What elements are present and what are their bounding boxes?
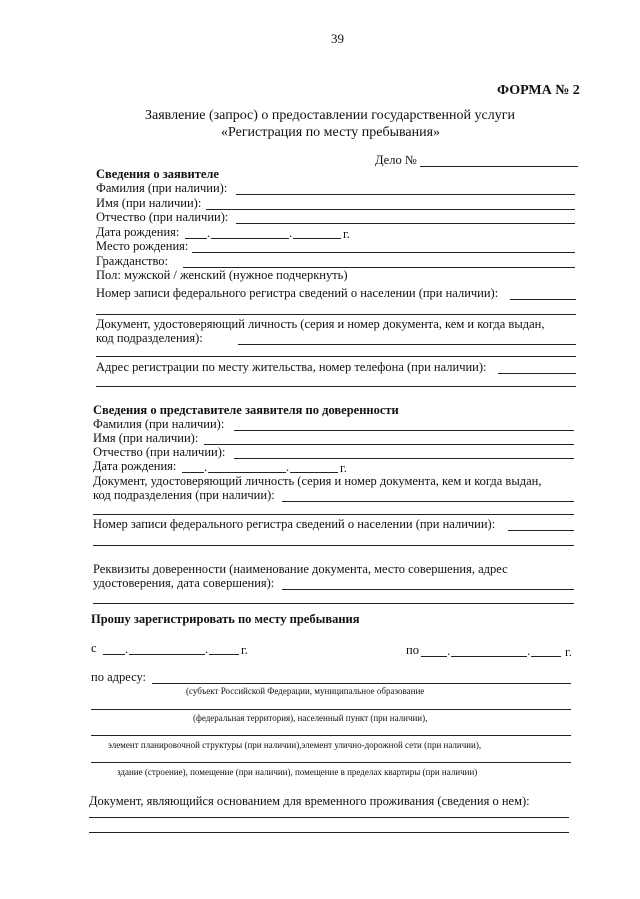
applicant-patronymic-label: Отчество (при наличии): <box>96 210 229 224</box>
applicant-sex-label: Пол: мужской / женский (нужное подчеркнуть) <box>96 268 348 282</box>
rep-doc-field-2[interactable] <box>93 514 574 515</box>
rep-birth-day-field[interactable] <box>182 472 204 473</box>
applicant-doc-field[interactable] <box>238 344 576 345</box>
address-caption-2: (федеральная территория), населенный пункт (при наличии), <box>193 713 428 723</box>
rep-proxy-label-1: Реквизиты доверенности (наименование документа, место совершения, адрес <box>93 562 508 576</box>
applicant-birth-place-label: Место рождения: <box>96 239 189 253</box>
applicant-doc-label-1: Документ, удостоверяющий личность (серия и номер документа, кем и когда выдан, <box>96 317 545 331</box>
rep-birth-month-field[interactable] <box>208 472 286 473</box>
date-to-month-field[interactable] <box>451 656 527 657</box>
rep-birth-year-field[interactable] <box>290 472 338 473</box>
applicant-birth-month-field[interactable] <box>211 238 289 239</box>
address-label: по адресу: <box>91 670 147 684</box>
applicant-register-field[interactable] <box>510 299 576 300</box>
basis-doc-label: Документ, являющийся основанием для временного проживания (сведения о нем): <box>89 794 530 808</box>
date-from-day-field[interactable] <box>103 654 125 655</box>
date-to-year-field[interactable] <box>531 656 561 657</box>
address-caption-3: элемент планировочной структуры (при наличии),элемент улично-дорожной сети (при наличии), <box>108 740 482 750</box>
applicant-register-field-2[interactable] <box>96 314 576 315</box>
applicant-birth-place-field[interactable] <box>192 252 575 253</box>
rep-register-label: Номер записи федерального регистра сведений о населении (при наличии): <box>93 517 496 531</box>
date-to-label: по <box>406 643 419 657</box>
address-field-1[interactable] <box>152 683 571 684</box>
basis-doc-field-1[interactable] <box>89 817 569 818</box>
rep-proxy-label-2: удостоверения, дата совершения): <box>93 576 275 590</box>
rep-proxy-field[interactable] <box>282 589 574 590</box>
case-number-field[interactable] <box>420 166 578 167</box>
rep-patronymic-label: Отчество (при наличии): <box>93 445 226 459</box>
applicant-surname-field[interactable] <box>236 194 575 195</box>
applicant-register-label: Номер записи федерального регистра сведений о населении (при наличии): <box>96 286 499 300</box>
address-caption-4: здание (строение), помещение (при наличии), помещение в пределах квартиры (при наличии) <box>117 767 478 777</box>
rep-birth-date-label: Дата рождения: <box>93 459 177 473</box>
applicant-doc-label-2: код подразделения): <box>96 331 203 345</box>
applicant-heading: Сведения о заявителе <box>96 167 219 181</box>
case-label: Дело № <box>375 153 417 167</box>
rep-year-suffix: г. <box>340 461 347 475</box>
rep-name-label: Имя (при наличии): <box>93 431 199 445</box>
rep-proxy-field-2[interactable] <box>93 603 574 604</box>
applicant-doc-field-2[interactable] <box>96 356 576 357</box>
rep-patronymic-field[interactable] <box>234 458 574 459</box>
applicant-address-field[interactable] <box>498 373 576 374</box>
applicant-name-field[interactable] <box>206 209 575 210</box>
applicant-name-label: Имя (при наличии): <box>96 196 202 210</box>
address-field-4[interactable] <box>91 762 571 763</box>
address-field-3[interactable] <box>91 735 571 736</box>
applicant-surname-label: Фамилия (при наличии): <box>96 181 228 195</box>
form-label: ФОРМА № 2 <box>497 83 580 98</box>
rep-surname-field[interactable] <box>234 430 574 431</box>
date-from-year-field[interactable] <box>209 654 239 655</box>
rep-doc-label-2: код подразделения (при наличии): <box>93 488 275 502</box>
rep-doc-label-1: Документ, удостоверяющий личность (серия и номер документа, кем и когда выдан, <box>93 474 542 488</box>
rep-surname-label: Фамилия (при наличии): <box>93 417 225 431</box>
address-field-2[interactable] <box>91 709 571 710</box>
applicant-birth-date-label: Дата рождения: <box>96 225 180 239</box>
date-from-year-suffix: г. <box>241 643 248 657</box>
address-caption-1: (субъект Российской Федерации, муниципальное образование <box>186 686 425 696</box>
rep-name-field[interactable] <box>204 444 574 445</box>
date-from-month-field[interactable] <box>129 654 205 655</box>
applicant-birth-year-field[interactable] <box>293 238 341 239</box>
date-from-label: с <box>91 641 97 655</box>
basis-doc-field-2[interactable] <box>89 832 569 833</box>
title-line2: «Регистрация по месту пребывания» <box>221 125 441 140</box>
page-number: 39 <box>331 31 344 46</box>
rep-doc-field[interactable] <box>282 501 574 502</box>
applicant-patronymic-field[interactable] <box>236 223 575 224</box>
request-heading: Прошу зарегистрировать по месту пребывания <box>91 612 360 626</box>
representative-heading: Сведения о представителе заявителя по доверенности <box>93 403 399 417</box>
applicant-citizenship-label: Гражданство: <box>96 254 169 268</box>
date-to-day-field[interactable] <box>421 656 447 657</box>
rep-register-field[interactable] <box>508 530 574 531</box>
applicant-year-suffix: г. <box>343 227 350 241</box>
applicant-address-label: Адрес регистрации по месту жительства, номер телефона (при наличии): <box>96 360 487 374</box>
date-to-year-suffix: г. <box>565 645 572 659</box>
applicant-address-field-2[interactable] <box>96 386 576 387</box>
title-line1: Заявление (запрос) о предоставлении государственной услуги <box>145 108 515 123</box>
rep-register-field-2[interactable] <box>93 545 574 546</box>
